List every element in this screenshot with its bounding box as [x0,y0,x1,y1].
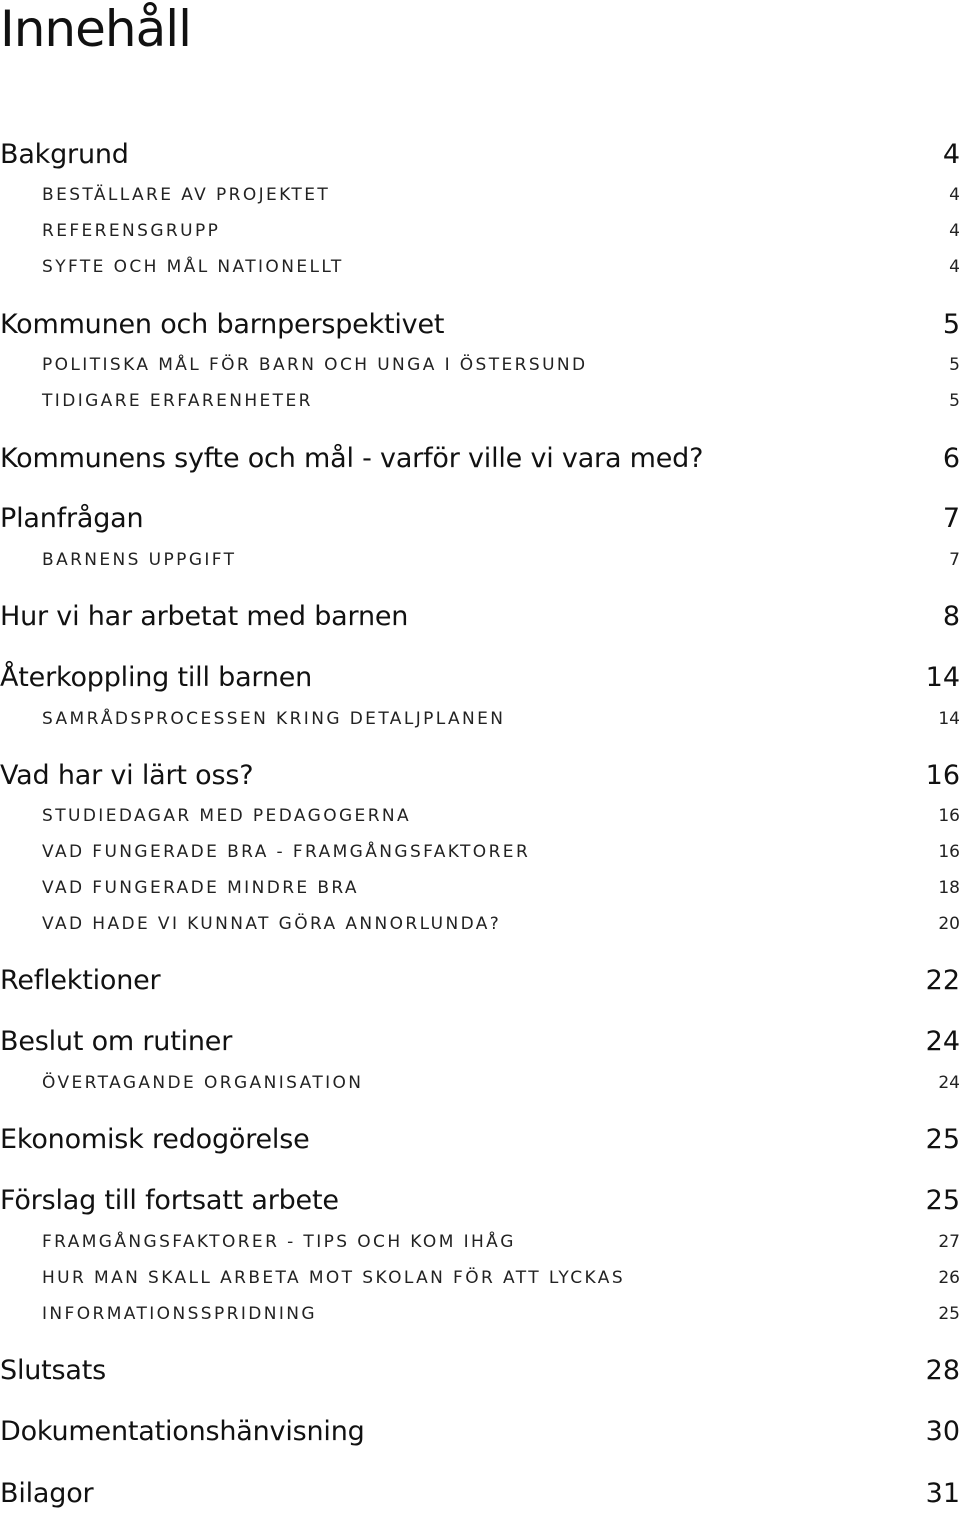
toc-subentry[interactable] [0,873,960,903]
toc-entry-bilagor[interactable] [0,1474,960,1514]
toc-entry-title: Ekonomisk redogörelse [0,1124,310,1155]
toc-entry-title: Återkoppling till barnen [0,662,313,693]
toc-subentry-title: INFORMATIONSSPRIDNING [42,1304,317,1324]
toc-entry-kommunen-och-barnperspektivet[interactable] [0,305,960,345]
toc-subentry-page: 4 [949,257,960,277]
toc-entry-page: 25 [925,1185,960,1216]
toc-entry-title: Planfrågan [0,503,144,534]
toc-entry-page: 14 [925,662,960,693]
toc-subentry[interactable] [0,909,960,939]
toc-entry-page: 4 [942,139,960,170]
toc-subentry-title: BARNENS UPPGIFT [42,550,237,570]
toc-subentry-page: 7 [949,550,960,570]
toc-subentry-title: VAD FUNGERADE BRA - FRAMGÅNGSFAKTORER [42,842,531,862]
toc-subentry-page: 16 [938,842,960,862]
toc-entry-page: 5 [942,309,960,340]
toc-subentry[interactable] [0,386,960,416]
toc-entry-hur-vi-har-arbetat[interactable] [0,597,960,637]
toc-entry-dokumentationshanvisning[interactable] [0,1412,960,1452]
toc-subentry[interactable] [0,837,960,867]
toc-subentry-title: REFERENSGRUPP [42,221,221,241]
toc-entry-reflektioner[interactable] [0,961,960,1001]
toc-subentry-title: VAD FUNGERADE MINDRE BRA [42,878,359,898]
toc-entry-title: Kommunens syfte och mål - varför ville vi vara med? [0,443,704,474]
page-title: Innehåll [0,0,191,58]
toc-subentry-page: 14 [938,709,960,729]
toc-entry-vad-har-vi-lart-oss[interactable] [0,756,960,796]
toc-subentry-title: TIDIGARE ERFARENHETER [42,391,313,411]
toc-entry-page: 28 [925,1355,960,1386]
toc-entry-page: 6 [942,443,960,474]
toc-subentry[interactable] [0,180,960,210]
toc-entry-page: 31 [925,1478,960,1509]
toc-subentry[interactable] [0,216,960,246]
toc-entry-kommunens-syfte-och-mal[interactable] [0,439,960,479]
toc-entry-forslag-till-fortsatt-arbete[interactable] [0,1181,960,1221]
toc-subentry-page: 4 [949,221,960,241]
toc-subentry-title: STUDIEDAGAR MED PEDAGOGERNA [42,806,412,826]
toc-entry-title: Beslut om rutiner [0,1026,233,1057]
toc-subentry[interactable] [0,704,960,734]
toc-subentry[interactable] [0,1263,960,1293]
toc-entry-ekonomisk-redogorelse[interactable] [0,1120,960,1160]
toc-entry-page: 16 [925,760,960,791]
toc-subentry-title: VAD HADE VI KUNNAT GÖRA ANNORLUNDA? [42,914,502,934]
toc-subentry-title: HUR MAN SKALL ARBETA MOT SKOLAN FÖR ATT LYCKAS [42,1268,626,1288]
toc-subentry-title: FRAMGÅNGSFAKTORER - TIPS OCH KOM IHÅG [42,1232,516,1252]
toc-subentry-page: 27 [938,1232,960,1252]
toc-entry-title: Dokumentationshänvisning [0,1416,365,1447]
toc-subentry-page: 18 [938,878,960,898]
toc-subentry[interactable] [0,350,960,380]
toc-subentry[interactable] [0,1227,960,1257]
toc-subentry-page: 20 [938,914,960,934]
toc-subentry-title: SAMRÅDSPROCESSEN KRING DETALJPLANEN [42,709,506,729]
toc-entry-page: 22 [925,965,960,996]
toc-entry-title: Bakgrund [0,139,129,170]
toc-entry-title: Slutsats [0,1355,107,1386]
toc-subentry-page: 25 [938,1304,960,1324]
toc-subentry[interactable] [0,1068,960,1098]
toc-subentry-page: 24 [938,1073,960,1093]
toc-subentry-title: SYFTE OCH MÅL NATIONELLT [42,257,344,277]
toc-subentry-page: 4 [949,185,960,205]
toc-entry-page: 7 [942,503,960,534]
toc-entry-title: Vad har vi lärt oss? [0,760,254,791]
toc-subentry[interactable] [0,252,960,282]
toc-entry-title: Hur vi har arbetat med barnen [0,601,409,632]
toc-subentry[interactable] [0,801,960,831]
toc-entry-page: 30 [925,1416,960,1447]
toc-subentry-title: ÖVERTAGANDE ORGANISATION [42,1073,364,1093]
toc-entry-page: 25 [925,1124,960,1155]
toc-entry-page: 24 [925,1026,960,1057]
toc-entry-aterkoppling-till-barnen[interactable] [0,658,960,698]
toc-entry-title: Reflektioner [0,965,161,996]
toc-subentry-title: BESTÄLLARE AV PROJEKTET [42,185,331,205]
toc-entry-title: Förslag till fortsatt arbete [0,1185,339,1216]
toc-entry-bakgrund[interactable] [0,135,960,175]
toc-entry-page: 8 [942,601,960,632]
toc-subentry-title: POLITISKA MÅL FÖR BARN OCH UNGA I ÖSTERSUND [42,355,588,375]
toc-entry-title: Kommunen och barnperspektivet [0,309,445,340]
toc-entry-title: Bilagor [0,1478,94,1509]
toc-subentry-page: 5 [949,391,960,411]
toc-entry-slutsats[interactable] [0,1351,960,1391]
toc-subentry-page: 5 [949,355,960,375]
toc-entry-planfragan[interactable] [0,499,960,539]
toc-subentry-page: 16 [938,806,960,826]
toc-entry-beslut-om-rutiner[interactable] [0,1022,960,1062]
toc-subentry-page: 26 [938,1268,960,1288]
toc-subentry[interactable] [0,545,960,575]
toc-subentry[interactable] [0,1299,960,1329]
